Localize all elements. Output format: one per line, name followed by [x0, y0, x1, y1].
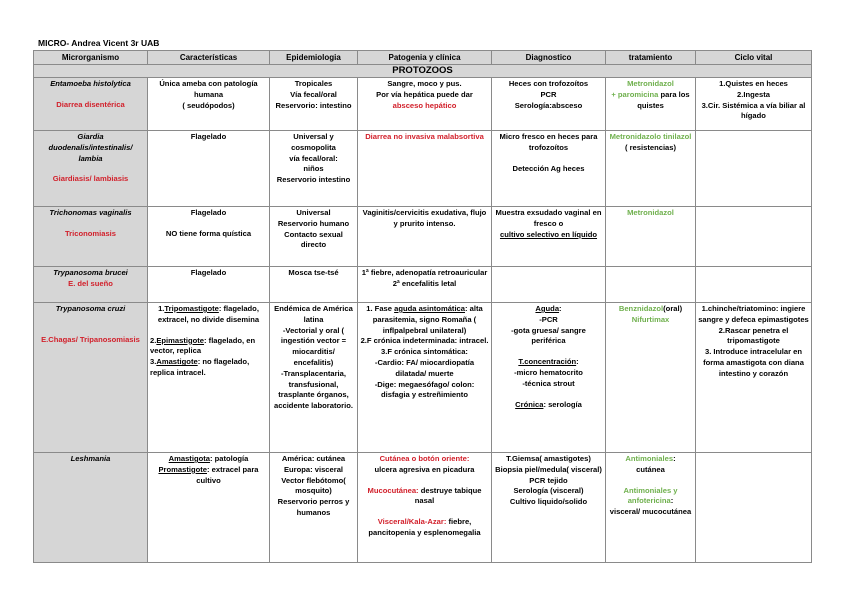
header-microrganismo: Microrganismo [34, 51, 148, 65]
table-row [34, 207, 812, 267]
cell-text: destruye tabique nasal [414, 485, 482, 506]
cell-text: NO tiene forma quística [165, 228, 252, 238]
drug-name: Metronidazolo tinilazol [609, 132, 692, 141]
organism-cell [34, 207, 148, 267]
cell-text: Reservorio perros y humanos [277, 497, 350, 517]
organism-name: Trypanosoma brucei [53, 268, 128, 277]
diagnosis-cell: Aguda: -PCR -gota gruesa/ sangre periférica T.concentración: -micro hematocrito -técnica strout Crónica: serología [492, 303, 606, 453]
cell-text: Serología (visceral) [513, 486, 584, 496]
treatment-cell [606, 78, 696, 131]
epidemiology-cell [270, 453, 358, 563]
life-cycle-cell [696, 303, 812, 453]
cell-text: (oral) [663, 304, 683, 313]
cell-text: Contacto sexual directo [284, 229, 343, 250]
diagnosis-cell [492, 207, 606, 267]
characteristics-cell [148, 131, 270, 207]
cell-text: Serología:absceso [514, 100, 583, 110]
cell-text: 1ª fiebre, adenopatía retroauricular [361, 268, 488, 277]
cell-text: 2ª encefalitis letal [392, 278, 457, 288]
cell-text-underlined: Promastigote [158, 464, 207, 474]
disease-name: E.Chagas/ Tripanosomiasis [41, 334, 140, 344]
cell-text: flagelado, en vector, replica [150, 335, 256, 356]
header-caracteristicas: Características [148, 51, 270, 65]
cell-text-underlined: Amastigote [156, 357, 198, 367]
treatment-cell: Antimoniales: cutánea Antimoniales y anfotericina: visceral/ mucocutánea [606, 453, 696, 563]
cell-text: PCR [540, 89, 557, 99]
cell-text: fiebre, pancitopenia y esplenomegalia [368, 517, 481, 537]
characteristics-cell: 1.Tripomastigote: flagelado, extracel, no divide disemina 2.Epimastigote: flagelado, en vector, replica 3.Amastigote: no flagelado, replica intracel. [148, 303, 270, 453]
drug-name: Benznidazol [618, 304, 664, 313]
header-tratamiento: tratamiento [606, 51, 696, 65]
cell-text: visceral/ mucocutánea [609, 507, 692, 517]
life-cycle-cell [696, 267, 812, 303]
document-title: MICRO- Andrea Vicent 3r UAB [38, 38, 160, 48]
organism-cell [34, 453, 148, 563]
diagnosis-cell [492, 131, 606, 207]
microorganism-table [33, 50, 812, 563]
cell-text: 2.Rascar penetra el tripomastigote [718, 325, 789, 346]
cell-text-underlined: Epimastigote [156, 335, 205, 345]
cell-text: Flagelado [190, 268, 227, 277]
cell-text: Tropicales [294, 79, 333, 88]
epidemiology-cell [270, 78, 358, 131]
cell-text-red: Visceral/Kala-Azar: [377, 517, 447, 527]
treatment-cell [606, 131, 696, 207]
cell-text: Flagelado [190, 132, 227, 141]
cell-text: no flagelado, replica intracel. [150, 357, 250, 377]
table-row [34, 267, 812, 303]
epidemiology-cell [270, 131, 358, 207]
pathogenesis-cell [358, 267, 492, 303]
cell-text: ulcera agresiva en picadura [374, 464, 475, 474]
cell-text-underlined: Crónica [515, 399, 544, 409]
characteristics-cell [148, 207, 270, 267]
epidemiology-cell [270, 267, 358, 303]
cell-text-underlined: Tripomastigote [164, 304, 219, 313]
cell-text: para los quistes [637, 89, 690, 110]
organism-cell [34, 267, 148, 303]
organism-name: Trichonomas vaginalis [49, 208, 132, 217]
cell-text: 3.F crónica sintomática: [381, 347, 468, 357]
cell-text: serología [548, 399, 582, 409]
cell-text: Europa: visceral [283, 464, 344, 474]
cell-text: -Vectorial y oral ( ingestión vector = miocarditis/ encefalitis) [280, 325, 347, 367]
characteristics-cell: Amastigota: patología Promastigote: extracel para cultivo [148, 453, 270, 563]
disease-name: Giardiasis/ lambiasis [52, 174, 129, 184]
treatment-cell [606, 207, 696, 267]
cell-text: Muestra exsudado vaginal en fresco o [495, 208, 602, 228]
cell-text: Detección Ag heces [512, 163, 585, 173]
cell-text-underlined: aguda asintomática [394, 304, 466, 313]
table-row [34, 453, 812, 563]
cell-text-red: absceso hepático [392, 100, 457, 110]
epidemiology-cell [270, 303, 358, 453]
cell-text: Universal y cosmopolita [291, 132, 336, 152]
epidemiology-cell [270, 207, 358, 267]
cell-text: flagelado, extracel, no divide disemina [157, 304, 260, 324]
header-patogenia: Patogenia y clínica [358, 51, 492, 65]
cell-text: América: cutánea [281, 454, 346, 463]
cell-text: ( seudópodos) [182, 100, 235, 110]
cell-text-underlined: T.concentración [518, 357, 577, 367]
header-diagnostico: Diagnostico [492, 51, 606, 65]
cell-text: Endémica de América latina [274, 304, 353, 324]
cell-text: vía fecal/oral: [289, 153, 338, 163]
table-row [34, 78, 812, 131]
pathogenesis-cell [358, 207, 492, 267]
cell-text: -Dige: megaesófago/ colon: disfagia y estreñimiento [374, 379, 475, 400]
treatment-cell [606, 303, 696, 453]
cell-text-red: Diarrea no invasiva malabsortiva [365, 132, 484, 141]
cell-text-underlined: Amastigota [168, 454, 210, 463]
cell-text: T.Giemsa( amastigotes) [506, 454, 591, 463]
cell-text: alta parasitemia, signo Romaña ( inflpalpebral unilateral) [372, 304, 483, 335]
cell-text: -Cardio: FA/ miocardiopatía dilatada/ muerte [374, 357, 475, 378]
cell-text: Única ameba con patología humana [159, 79, 258, 99]
cell-text: Biopsia piel/medula( visceral) [495, 464, 602, 474]
drug-name: Metronidazol [627, 208, 674, 217]
cell-text-underlined: cultivo selectivo en líquido [499, 229, 598, 239]
organism-name: Entamoeba histolytica [50, 79, 131, 88]
organism-cell [34, 303, 148, 453]
treatment-cell [606, 267, 696, 303]
table-row [34, 131, 812, 207]
organism-name: Trypanosoma cruzi [55, 304, 126, 313]
cell-text: -Transplacentaria, transfusional, trasplante órganos, accidente laboratorio. [274, 368, 353, 411]
cell-text-red: Mucocutánea: [367, 485, 419, 495]
organism-name: Leshmania [70, 454, 111, 463]
header-row [34, 51, 812, 65]
cell-text-red: Cutánea o botón oriente: [379, 454, 470, 463]
cell-text: -micro hematocrito [514, 367, 583, 377]
table-row [34, 303, 812, 453]
cell-text: Universal [296, 208, 331, 217]
pathogenesis-cell: 1. Fase aguda asintomática: alta parasitemia, signo Romaña ( inflpalpebral unilateral) 2.F crónica indeterminada: intracel. 3.F crónica sintomática: -Cardio: FA/ miocardiopatía dilatada/ muerte -Dige: megaesófago/ colon: disfagia y estreñimiento [358, 303, 492, 453]
life-cycle-cell [696, 453, 812, 563]
drug-name: Nifurtimax [631, 314, 670, 324]
cell-text: Flagelado [190, 208, 227, 217]
cell-text: 3. Introduce intracelular en forma amastigota con diana intestino y corazón [703, 347, 804, 378]
cell-text: 2.F crónica indeterminada: intracel. [360, 336, 489, 346]
header-epidemiologia: Epidemiologia [270, 51, 358, 65]
cell-text: ( resistencias) [624, 142, 677, 152]
diagnosis-cell [492, 453, 606, 563]
cell-text: 1.chinche/triatomino: ingiere sangre y defeca epimastigotes [698, 304, 809, 324]
cell-text: Heces con trofozoítos [508, 79, 589, 88]
cell-text: Reservorio: intestino [275, 100, 352, 110]
cell-text: Vector flebótomo( mosquito) [281, 475, 346, 496]
cell-text: 2.Ingesta [737, 89, 770, 99]
disease-name: Diarrea disentérica [56, 99, 125, 109]
section-title: PROTOZOOS [34, 65, 812, 78]
pathogenesis-cell [358, 131, 492, 207]
cell-text: niños [303, 164, 324, 174]
life-cycle-cell [696, 207, 812, 267]
cell-text: PCR tejido [529, 475, 568, 485]
cell-text: Reservorio humano [277, 218, 350, 228]
cell-text: extracel para cultivo [196, 464, 259, 485]
cell-text: cutánea [636, 464, 665, 474]
characteristics-cell [148, 267, 270, 303]
disease-name: E. del sueño [68, 278, 113, 288]
cell-text-underlined: Aguda [535, 304, 560, 313]
organism-name: Giardia duodenalis/intestinalis/ lambia [48, 132, 133, 163]
diagnosis-cell [492, 78, 606, 131]
drug-name: Metronidazol [627, 79, 674, 88]
drug-name: Antimoniales y anfotericina [623, 485, 678, 506]
cell-text: Reservorio intestino [276, 175, 351, 185]
cell-text: patología [214, 454, 249, 463]
life-cycle-cell [696, 78, 812, 131]
cell-text: Por vía hepática puede dar [376, 89, 473, 99]
cell-text: Sangre, moco y pus. [387, 79, 462, 88]
cell-text: Cultivo liquido/solido [509, 497, 588, 507]
cell-text: -técnica strout [522, 378, 575, 388]
header-ciclo-vital: Ciclo vital [696, 51, 812, 65]
cell-text: 1.Quistes en heces [719, 79, 788, 88]
organism-cell [34, 131, 148, 207]
pathogenesis-cell [358, 78, 492, 131]
section-row [34, 65, 812, 78]
disease-name: Triconomiasis [64, 228, 117, 238]
drug-name: Antimoniales [625, 454, 674, 463]
cell-text: Micro fresco en heces para trofozoítos [499, 132, 598, 152]
organism-cell [34, 78, 148, 131]
cell-text: 3.Cir. Sistémica a vía biliar al hígado [701, 100, 806, 121]
cell-text: -gota gruesa/ sangre periférica [511, 325, 586, 346]
pathogenesis-cell [358, 453, 492, 563]
life-cycle-cell [696, 131, 812, 207]
characteristics-cell [148, 78, 270, 131]
cell-text: Vía fecal/oral [290, 89, 337, 99]
cell-text: Vaginitis/cervicitis exudativa, flujo y prurito intenso. [362, 208, 487, 228]
diagnosis-cell [492, 267, 606, 303]
cell-text: -PCR [539, 314, 558, 324]
cell-text: Mosca tse-tsé [288, 268, 339, 277]
drug-name: + paromicina [611, 89, 659, 99]
